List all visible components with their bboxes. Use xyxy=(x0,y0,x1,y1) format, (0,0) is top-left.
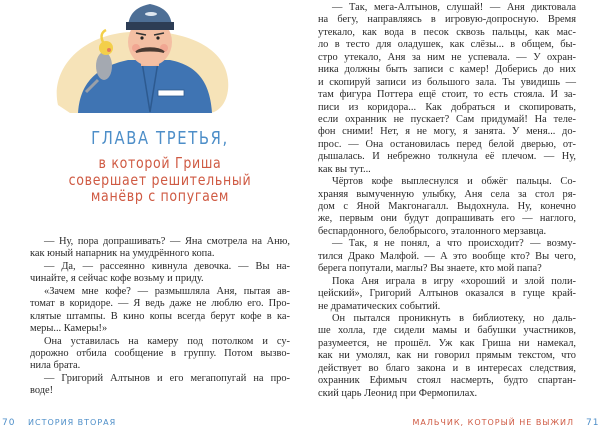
text-line: разумеется, не прошёл. Уж как Гриша ни намекал, xyxy=(318,337,576,349)
text-line: Чёртов кофе выплеснулся и обжёг пальцы. Со- xyxy=(332,176,576,188)
text-line: — Так, мега-Алтынов, слушай! — Аня диктовала xyxy=(332,2,576,13)
text-line: нила брата. xyxy=(30,360,81,372)
chapter-title: ГЛАВА ТРЕТЬЯ, xyxy=(91,128,229,149)
running-head-right: МАЛЬЧИК, КОТОРЫЙ НЕ ВЫЖИЛ xyxy=(412,418,574,427)
text-line: Она уставилась на камеру под потолком и су- xyxy=(44,335,290,347)
text-line: фон сними! Нет, я не могу, я занята. У меня... до- xyxy=(318,126,576,138)
text-line: ло в тесто для оладушек, как слёзы... в общем, бы- xyxy=(318,39,576,51)
chapter-subtitle xyxy=(42,155,277,205)
text-line: беспардонного, белобрысого, эталонного мерзавца. xyxy=(318,225,547,237)
text-line: там фигура Поттера ещё стоит, то есть стояла. И за- xyxy=(318,89,576,101)
text-line: меры... Камеры!» xyxy=(30,323,108,335)
text-line: берега попутали, маглы? Вы знаете, кто мой папа? xyxy=(318,263,542,275)
chapter-subtitle-line: в которой Гриша xyxy=(98,154,222,172)
text-line: писи из коридора... Как добраться и скопировать, xyxy=(318,101,576,113)
text-line: ше холла, где сидели мамы и бабушки участников, xyxy=(318,325,576,337)
text-line: как ни умолял, как ни говорил прямым текстом, что xyxy=(318,350,576,362)
text-line: чинайте, я сейчас кофе возьму и приду. xyxy=(30,273,204,285)
text-line: и скопируй записи из большого зала. Ты увидишь — xyxy=(318,76,576,88)
text-line: дышалась. И небрежно толкнула её плечом. — Ну, xyxy=(318,151,576,163)
chapter-subtitle-line: манёвр с попугаем xyxy=(90,187,230,205)
text-line: прос. — Она остановилась перед белой дверью, от- xyxy=(318,138,576,150)
text-line: Он пытался проникнуть в библиотеку, но даль- xyxy=(332,312,576,324)
text-line: — Да, — рассеянно кивнула девочка. — Вы на- xyxy=(44,260,290,272)
text-line: стро утекало, Аня за ним не успевала. — У охран- xyxy=(318,51,576,63)
text-line: — Ну, пора допрашивать? — Яна смотрела на Аню, xyxy=(44,236,290,247)
text-line: клятые штампы. В кино копы всегда берут кофе в ка- xyxy=(30,310,290,322)
text-line: цейский», Григорий Алтынов оказался в гуще край- xyxy=(318,288,576,300)
text-line: же, первым они будут допрашивать его — наглого, xyxy=(318,213,576,225)
text-line: — Григорий Алтынов и его мегапопугай на про- xyxy=(44,372,290,384)
text-line: дом с Яной Макгонагалл. Выдохнула. Ну, конечно xyxy=(318,201,576,212)
text-line: храняя вымученную улыбку, Аня села за стол ря- xyxy=(318,188,576,200)
text-line: Пока Аня играла в игру «хороший и злой поли- xyxy=(332,275,576,287)
left-page-body xyxy=(30,236,290,398)
text-line: — Так, я не понял, а что происходит? — возму- xyxy=(332,238,576,250)
text-line: «Зачем мне кофе? — размышляла Аня, пытая ав- xyxy=(44,285,290,297)
text-line: как юный напарник на умудрённого копа. xyxy=(30,248,215,260)
chapter-subtitle-line: совершает решительный xyxy=(68,170,252,189)
text-line: охранник Ефимыч стоял насмерть, будто спартан- xyxy=(318,375,576,387)
text-line: не драматических событий. xyxy=(318,300,441,312)
text-line: воде! xyxy=(30,385,54,397)
text-line: томат в коридоре. — Я ведь даже не люблю его. Про- xyxy=(30,298,290,310)
page-number-right: 71 xyxy=(586,418,600,428)
text-line: ский царь Леонид при Фермопилах. xyxy=(318,387,478,399)
text-line: утекало, как вода в песок сквозь пальцы, как мас- xyxy=(318,26,576,38)
text-line: действует во благо закона и в интересах следствия, xyxy=(318,362,576,374)
running-head-left: ИСТОРИЯ ВТОРАЯ xyxy=(28,418,117,427)
text-line: дорожно отбила сообщение в группу. Потом вызво- xyxy=(30,347,290,359)
text-line: тился Драко Малфой. — А это вообще кто? Вы чего, xyxy=(318,250,576,262)
text-line: на бегу, направляясь в игровую-допросную. Время xyxy=(318,14,576,26)
text-line: ника должны быть записи с камер! Доберись до них xyxy=(318,64,576,76)
page-number-left: 70 xyxy=(2,418,16,428)
right-page-body xyxy=(318,2,576,400)
text-line: если охранник не пускает? Сам придумай! На теле- xyxy=(318,113,576,125)
chapter-illustration-guard-with-parrot xyxy=(50,0,240,115)
text-line: как вы тут... xyxy=(318,163,371,175)
